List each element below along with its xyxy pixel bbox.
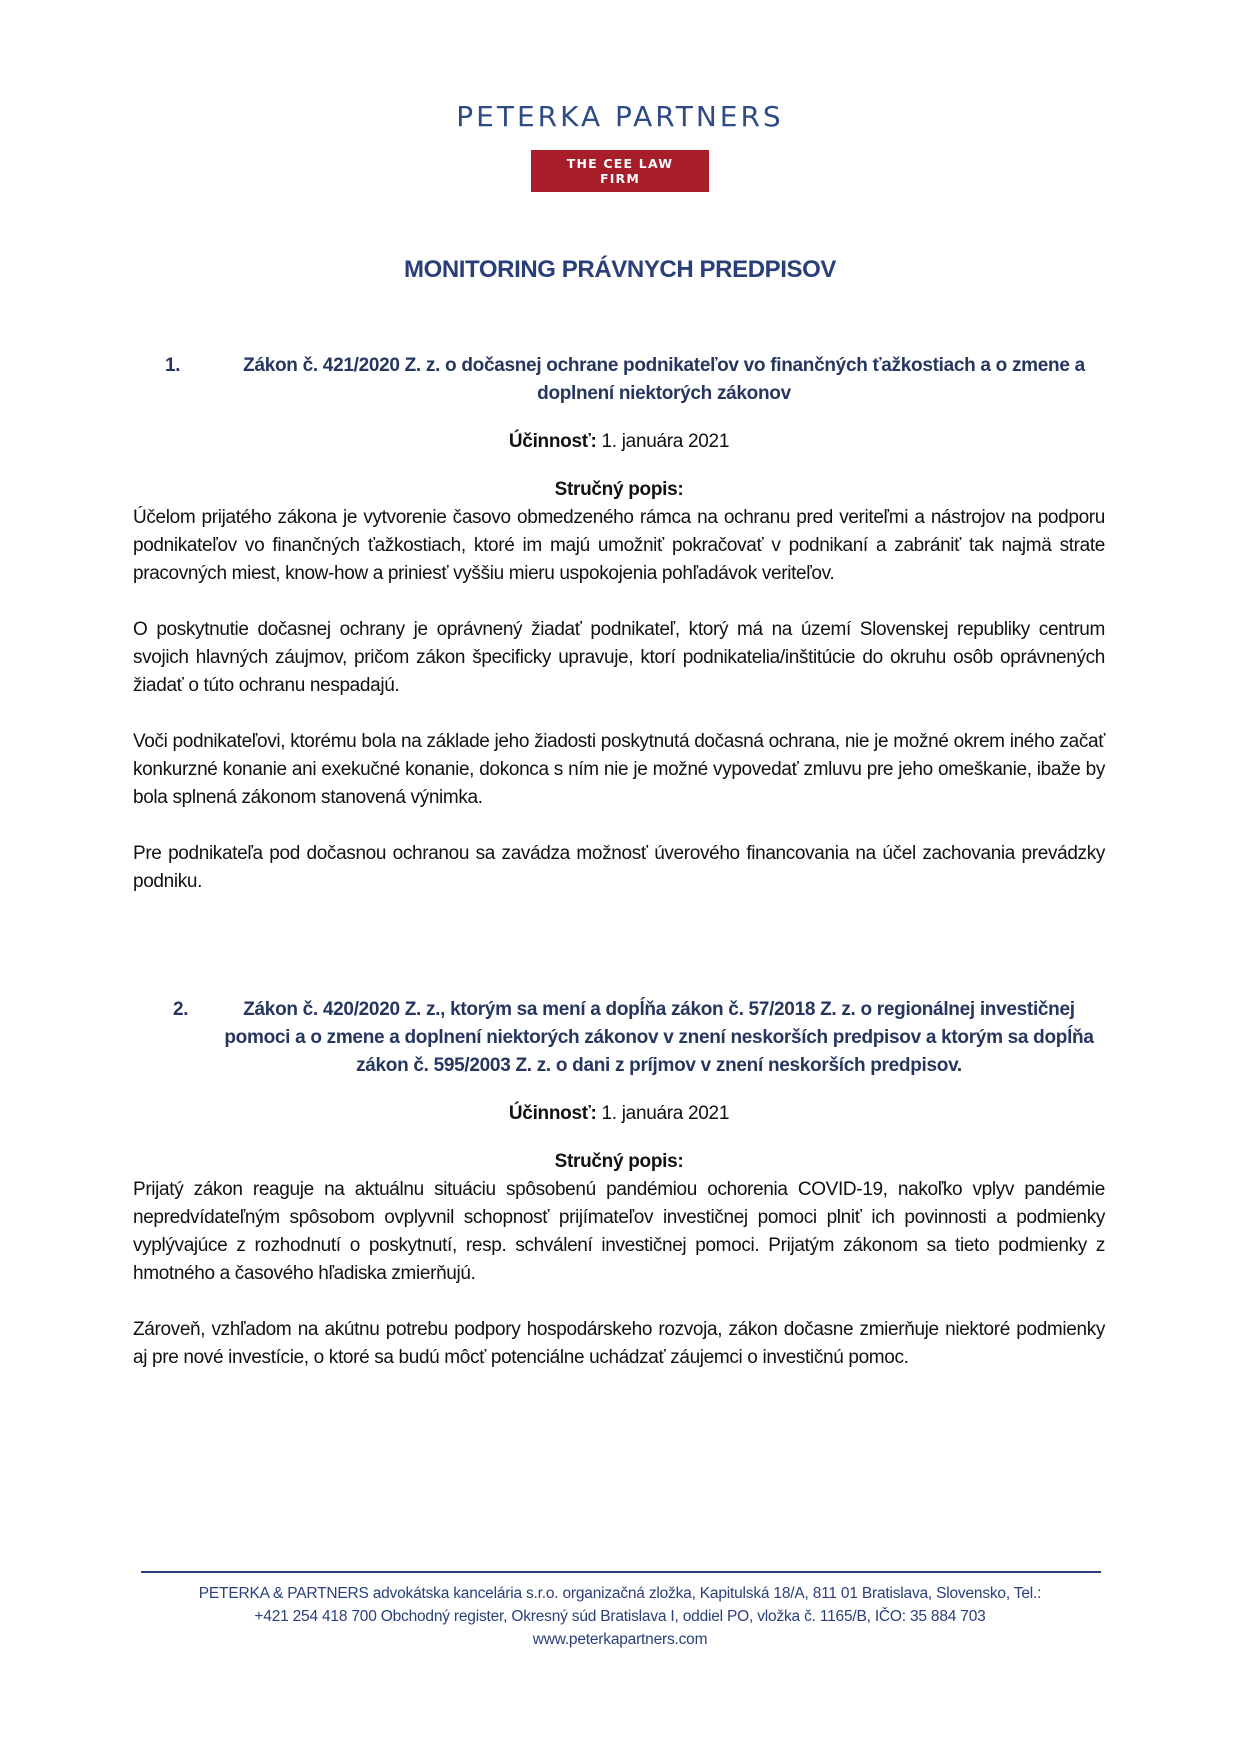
description-paragraph: Pre podnikateľa pod dočasnou ochranou sa zavádza možnosť úverového financovania na účel zachovania prevádzky podniku. [133, 843, 1105, 892]
effective-value: 1. januára 2021 [596, 431, 730, 452]
footer-address: PETERKA & PARTNERS advokátska kancelária s.r.o. organizačná zložka, Kapitulská 18/A, 811 01 Bratislava, Slovensko, Tel.: [198, 1585, 1042, 1602]
page-footer [120, 1582, 1120, 1651]
section-number: 2. [173, 999, 189, 1020]
footer-registry: +421 254 418 700 Obchodný register, Okresný súd Bratislava I, oddiel PO, vložka č. 1165/B, IČO: 35 884 703 [254, 1608, 986, 1625]
description-paragraph: Prijatý zákon reaguje na aktuálnu situáciu spôsobenú pandémiou ochorenia COVID-19, nakoľko vplyv pandémie nepredvídateľným spôsobom ovplyvnil schopnosť prijímateľov investičnej pomoci plniť ich povinnosti a podmienky vyplývajúce z rozhodnutí o poskytnutí, resp. schválení investičnej pomoci. Prijatým zákonom sa tieto podmienky z hmotného a časového hľadiska zmierňujú. [133, 1179, 1105, 1284]
logo-firm-name: PETERKA PARTNERS [456, 100, 784, 133]
law-section-1 [133, 352, 1105, 896]
description-paragraph: Účelom prijatého zákona je vytvorenie časovo obmedzeného rámca na ochranu pred veriteľmi a nástrojov na podporu podnikateľov vo finančných ťažkostiach, ktoré im majú umožniť pokračovať v podnikaní a zabrániť tak najmä strate pracovných miest, know-how a priniesť vyššiu mieru uspokojenia pohľadávok veriteľov. [133, 507, 1105, 584]
effective-date [133, 1100, 1105, 1128]
law-section-2 [133, 996, 1105, 1372]
description-label: Stručný popis: [554, 1151, 684, 1172]
description-paragraph: O poskytnutie dočasnej ochrany je oprávnený žiadať podnikateľ, ktorý má na území Slovenskej republiky centrum svojich hlavných záujmov, pričom zákon špecificky upravuje, ktorí podnikatelia/inštitúcie do okruhu osôb oprávnených žiadať o túto ochranu nespadajú. [133, 619, 1105, 696]
section-number: 1. [165, 355, 181, 376]
document-title: MONITORING PRÁVNYCH PREDPISOV [403, 256, 836, 283]
section-heading [133, 352, 1105, 408]
firm-logo [0, 100, 1240, 192]
description-paragraph: Zároveň, vzhľadom na akútnu potrebu podpory hospodárskeho rozvoja, zákon dočasne zmierňuje niektoré podmienky aj pre nové investície, o ktoré sa budú môcť potenciálne uchádzať záujemci o investičnú pomoc. [133, 1319, 1105, 1368]
footer-website-link[interactable]: www.peterkapartners.com [532, 1631, 708, 1648]
description-paragraph: Voči podnikateľovi, ktorému bola na základe jeho žiadosti poskytnutá dočasná ochrana, nie je možné okrem iného začať konkurzné konanie ani exekučné konanie, dokonca s ním nie je možné vypovedať zmluvu pre jeho omeškanie, ibaže by bola splnená zákonom stanovená výnimka. [133, 731, 1105, 808]
footer-divider [141, 1571, 1101, 1573]
logo-tagline: THE CEE LAW FIRM [531, 150, 709, 192]
effective-label: Účinnosť: [508, 431, 597, 452]
section-heading [133, 996, 1105, 1080]
effective-value: 1. januára 2021 [596, 1103, 730, 1124]
description-label: Stručný popis: [554, 479, 684, 500]
effective-date [133, 428, 1105, 456]
section-heading-text: Zákon č. 421/2020 Z. z. o dočasnej ochrane podnikateľov vo finančných ťažkostiach a o zmene a doplnení niektorých zákonov [243, 355, 1085, 404]
effective-label: Účinnosť: [508, 1103, 597, 1124]
section-heading-text: Zákon č. 420/2020 Z. z., ktorým sa mení a dopĺňa zákon č. 57/2018 Z. z. o regionálnej investičnej pomoci a o zmene a doplnení niektorých zákonov v znení neskorších predpisov a ktorým sa dopĺňa zákon č. 595/2003 Z. z. o dani z príjmov v znení neskorších predpisov. [224, 999, 1094, 1076]
